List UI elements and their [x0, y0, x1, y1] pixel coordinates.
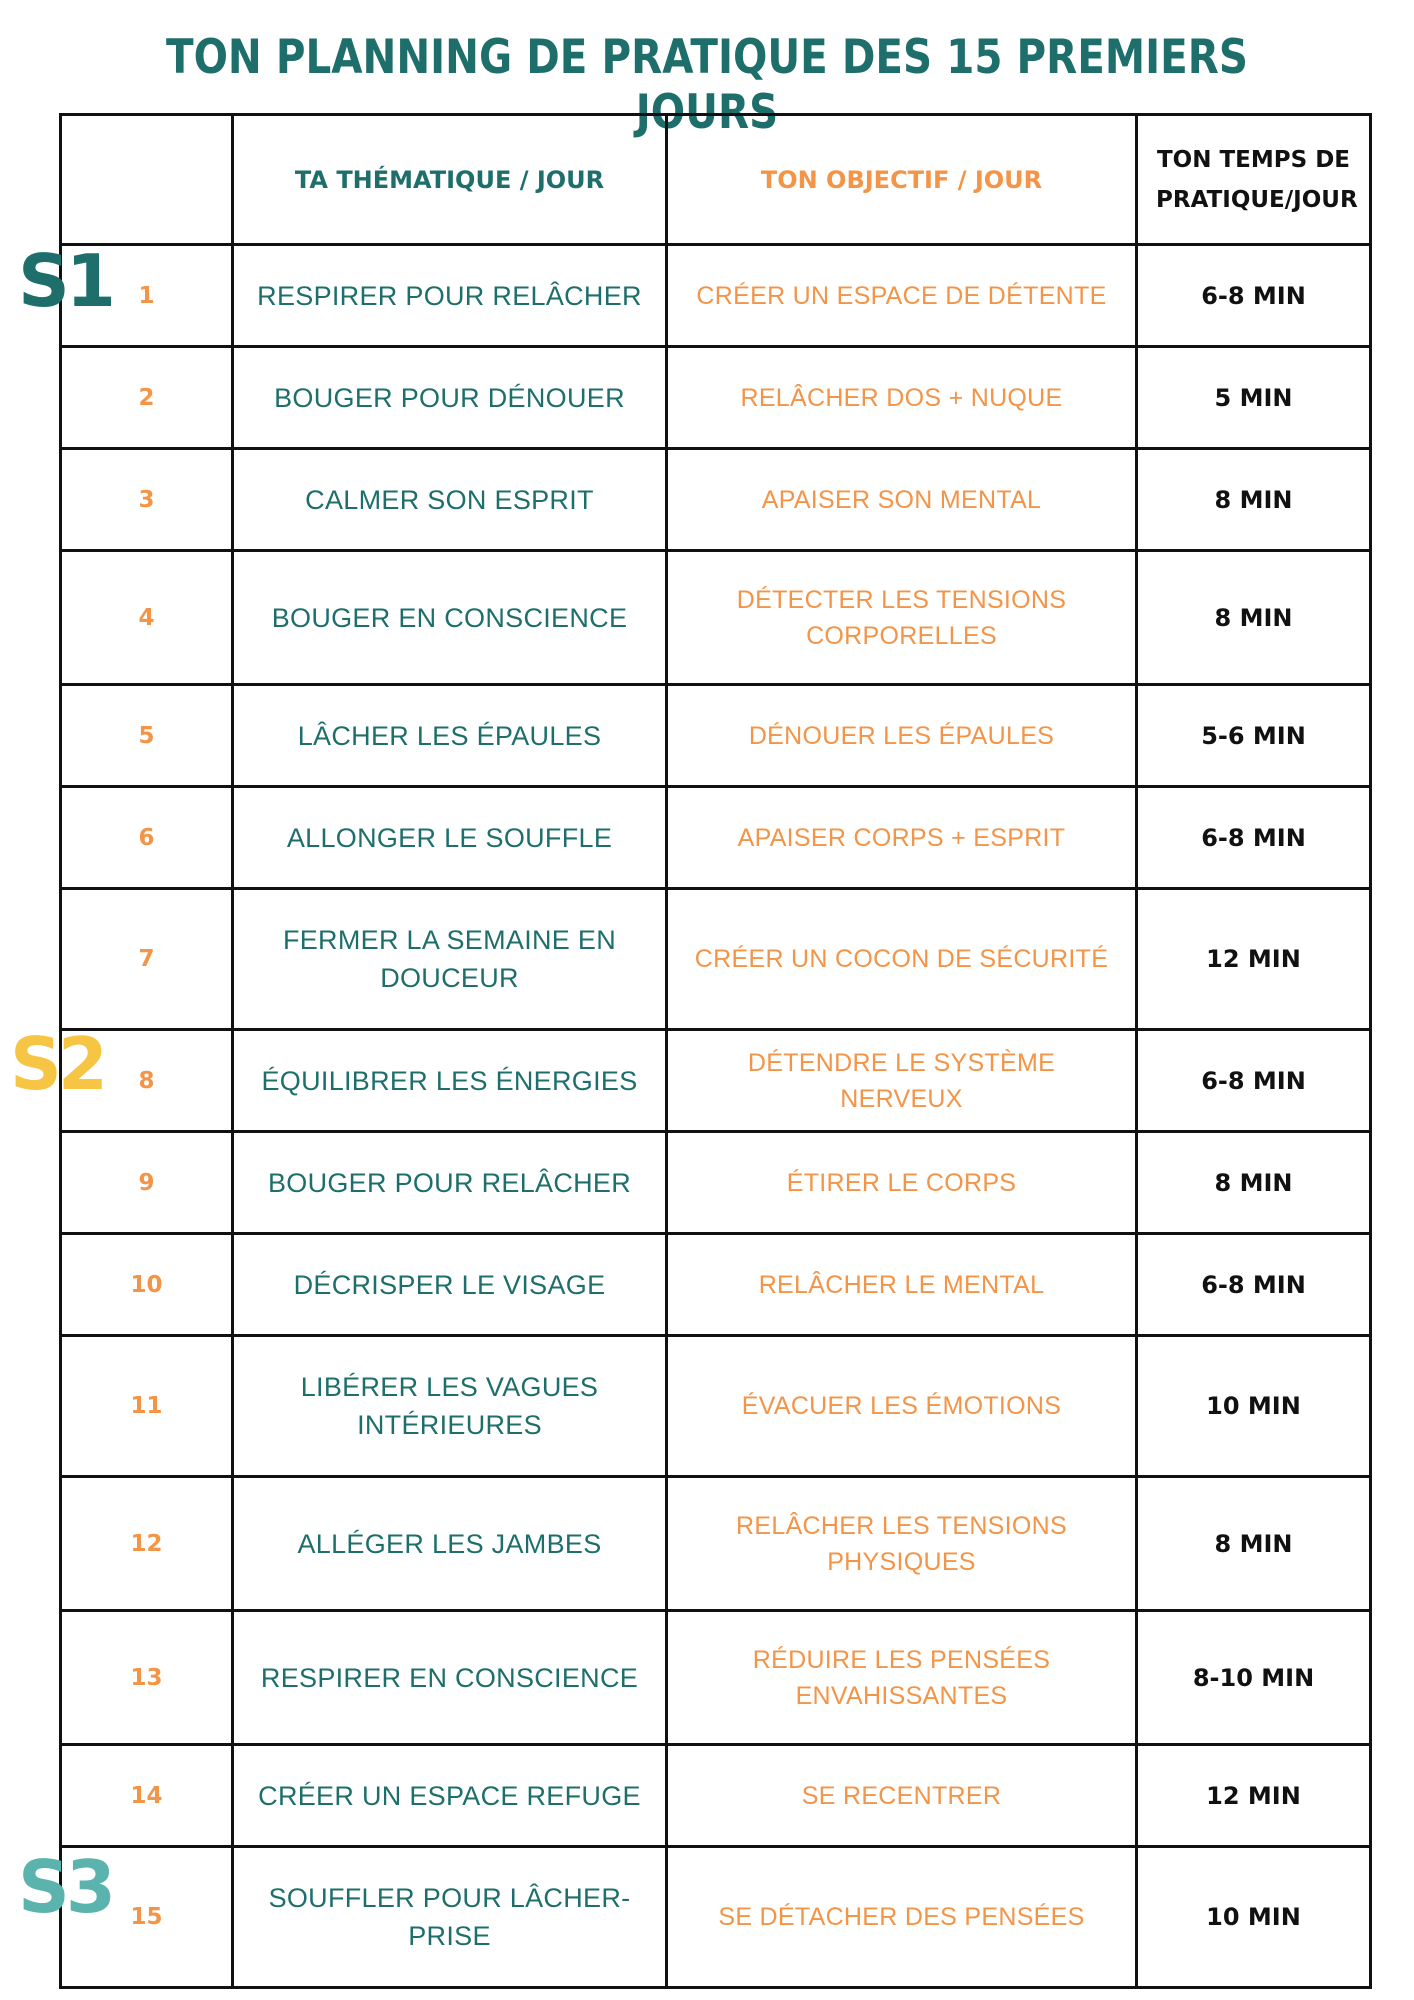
header-day: [61, 115, 233, 245]
header-time-line1: TON TEMPS DE: [1156, 146, 1351, 173]
time-cell: 8 MIN: [1137, 449, 1371, 551]
goal-cell: RELÂCHER LES TENSIONS PHYSIQUES: [667, 1477, 1137, 1611]
goal-cell: APAISER CORPS + ESPRIT: [667, 787, 1137, 889]
time-cell: 6-8 MIN: [1137, 1234, 1371, 1336]
time-cell: 8 MIN: [1137, 1132, 1371, 1234]
goal-cell: CRÉER UN ESPACE DE DÉTENTE: [667, 245, 1137, 347]
time-cell: 8-10 MIN: [1137, 1611, 1371, 1745]
day-number: 15: [61, 1847, 233, 1988]
theme-cell: BOUGER POUR RELÂCHER: [233, 1132, 667, 1234]
goal-cell: DÉTENDRE LE SYSTÈME NERVEUX: [667, 1030, 1137, 1132]
time-cell: 10 MIN: [1137, 1847, 1371, 1988]
table-row: [61, 1132, 1371, 1234]
day-number: 7: [61, 889, 233, 1030]
goal-cell: APAISER SON MENTAL: [667, 449, 1137, 551]
day-number: 4: [61, 551, 233, 685]
theme-cell: ÉQUILIBRER LES ÉNERGIES: [233, 1030, 667, 1132]
goal-cell: CRÉER UN COCON DE SÉCURITÉ: [667, 889, 1137, 1030]
day-number: 1: [61, 245, 233, 347]
theme-cell: ALLÉGER LES JAMBES: [233, 1477, 667, 1611]
goal-cell: RÉDUIRE LES PENSÉES ENVAHISSANTES: [667, 1611, 1137, 1745]
day-number: 14: [61, 1745, 233, 1847]
table-row: [61, 1611, 1371, 1745]
theme-cell: BOUGER POUR DÉNOUER: [233, 347, 667, 449]
day-number: 11: [61, 1336, 233, 1477]
theme-cell: RESPIRER EN CONSCIENCE: [233, 1611, 667, 1745]
goal-cell: RELÂCHER DOS + NUQUE: [667, 347, 1137, 449]
day-number: 13: [61, 1611, 233, 1745]
theme-cell: RESPIRER POUR RELÂCHER: [233, 245, 667, 347]
table-row: [61, 1234, 1371, 1336]
table-row: [61, 1030, 1371, 1132]
theme-cell: CRÉER UN ESPACE REFUGE: [233, 1745, 667, 1847]
table-row: [61, 685, 1371, 787]
practice-schedule-table: [59, 113, 1372, 1989]
theme-cell: BOUGER EN CONSCIENCE: [233, 551, 667, 685]
header-goal: TON OBJECTIF / JOUR: [667, 115, 1137, 245]
goal-cell: RELÂCHER LE MENTAL: [667, 1234, 1137, 1336]
table-row: [61, 889, 1371, 1030]
theme-cell: ALLONGER LE SOUFFLE: [233, 787, 667, 889]
day-number: 10: [61, 1234, 233, 1336]
theme-cell: CALMER SON ESPRIT: [233, 449, 667, 551]
table-row: [61, 347, 1371, 449]
goal-cell: ÉVACUER LES ÉMOTIONS: [667, 1336, 1137, 1477]
header-time-line2: PRATIQUE/JOUR: [1156, 186, 1358, 213]
theme-cell: LÂCHER LES ÉPAULES: [233, 685, 667, 787]
time-cell: 5 MIN: [1137, 347, 1371, 449]
theme-cell: FERMER LA SEMAINE EN DOUCEUR: [233, 889, 667, 1030]
table-row: [61, 551, 1371, 685]
day-number: 9: [61, 1132, 233, 1234]
theme-cell: LIBÉRER LES VAGUES INTÉRIEURES: [233, 1336, 667, 1477]
time-cell: 8 MIN: [1137, 1477, 1371, 1611]
goal-cell: DÉTECTER LES TENSIONS CORPORELLES: [667, 551, 1137, 685]
day-number: 12: [61, 1477, 233, 1611]
theme-cell: DÉCRISPER LE VISAGE: [233, 1234, 667, 1336]
day-number: 6: [61, 787, 233, 889]
goal-cell: ÉTIRER LE CORPS: [667, 1132, 1137, 1234]
theme-cell: SOUFFLER POUR LÂCHER-PRISE: [233, 1847, 667, 1988]
table-header-row: [61, 115, 1371, 245]
day-number: 2: [61, 347, 233, 449]
goal-cell: SE DÉTACHER DES PENSÉES: [667, 1847, 1137, 1988]
header-theme: TA THÉMATIQUE / JOUR: [233, 115, 667, 245]
time-cell: 6-8 MIN: [1137, 245, 1371, 347]
table-row: [61, 1477, 1371, 1611]
table-row: [61, 1336, 1371, 1477]
time-cell: 5-6 MIN: [1137, 685, 1371, 787]
table-row: [61, 787, 1371, 889]
week-marker-s1: S1: [18, 239, 112, 323]
table-row: [61, 245, 1371, 347]
week-marker-s2: S2: [10, 1022, 104, 1106]
time-cell: 8 MIN: [1137, 551, 1371, 685]
time-cell: 12 MIN: [1137, 889, 1371, 1030]
day-number: 5: [61, 685, 233, 787]
table-row: [61, 1745, 1371, 1847]
goal-cell: SE RECENTRER: [667, 1745, 1137, 1847]
table-row: [61, 1847, 1371, 1988]
week-marker-s3: S3: [18, 1845, 112, 1929]
day-number: 3: [61, 449, 233, 551]
time-cell: 12 MIN: [1137, 1745, 1371, 1847]
goal-cell: DÉNOUER LES ÉPAULES: [667, 685, 1137, 787]
time-cell: 10 MIN: [1137, 1336, 1371, 1477]
time-cell: 6-8 MIN: [1137, 1030, 1371, 1132]
day-number: 8: [61, 1030, 233, 1132]
header-time: [1137, 115, 1371, 245]
page-title: TON PLANNING DE PRATIQUE DES 15 PREMIERS JOURS: [165, 30, 1249, 140]
table-row: [61, 449, 1371, 551]
time-cell: 6-8 MIN: [1137, 787, 1371, 889]
